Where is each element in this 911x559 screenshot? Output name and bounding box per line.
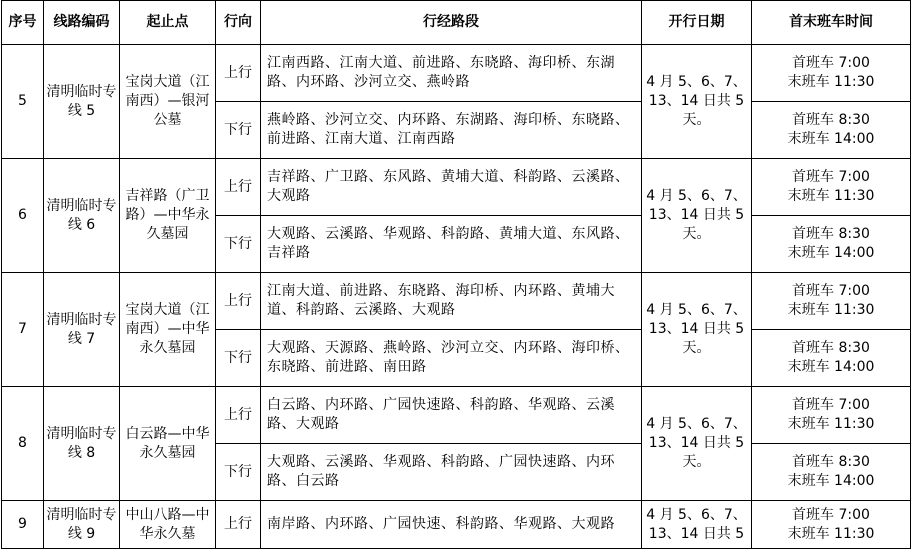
times-cell	[752, 159, 911, 216]
times-cell	[752, 45, 911, 102]
times-cell	[752, 387, 911, 444]
bus-schedule-table	[1, 0, 911, 549]
times-cell	[752, 444, 911, 501]
last-bus: 末班车 11:30	[787, 74, 875, 90]
route-cell: 大观路、云溪路、华观路、科韵路、黄埔大道、东风路、吉祥路	[261, 216, 642, 273]
header-route: 行经路段	[261, 1, 642, 45]
table-row	[2, 159, 911, 216]
dates-cell: 4 月 5、6、7、13、14 日共 5	[642, 501, 752, 549]
header-direction: 行向	[216, 1, 261, 45]
route-cell: 江南大道、前进路、东晓路、海印桥、内环路、黄埔大道、科韵路、云溪路、大观路	[261, 273, 642, 330]
first-bus: 首班车 7:00	[792, 283, 870, 299]
dates-cell: 4 月 5、6、7、13、14 日共 5 天。	[642, 387, 752, 501]
header-code: 线路编码	[44, 1, 120, 45]
last-bus: 末班车 11:30	[787, 188, 875, 204]
last-bus: 末班车 11:30	[787, 302, 875, 318]
times-cell	[752, 216, 911, 273]
seq-cell: 6	[2, 159, 44, 273]
header-seq: 序号	[2, 1, 44, 45]
endpoints-cell: 宝岗大道（江南西）—中华永久墓园	[120, 273, 216, 387]
last-bus: 末班车 14:00	[787, 473, 875, 489]
first-bus: 首班车 7:00	[792, 397, 870, 413]
endpoints-cell: 宝岗大道（江南西）—银河公墓	[120, 45, 216, 159]
last-bus: 末班车 14:00	[787, 245, 875, 261]
last-bus: 末班车 14:00	[787, 131, 875, 147]
code-cell: 清明临时专线 8	[44, 387, 120, 501]
header-row	[2, 1, 911, 45]
direction-cell: 下行	[216, 330, 261, 387]
times-cell	[752, 273, 911, 330]
code-cell: 清明临时专线 6	[44, 159, 120, 273]
table-row	[2, 45, 911, 102]
seq-cell: 5	[2, 45, 44, 159]
direction-cell: 上行	[216, 159, 261, 216]
endpoints-cell: 白云路—中华永久墓园	[120, 387, 216, 501]
first-bus: 首班车 8:30	[792, 340, 870, 356]
route-cell: 白云路、内环路、广园快速路、科韵路、华观路、云溪路、大观路	[261, 387, 642, 444]
table-row	[2, 501, 911, 549]
code-cell: 清明临时专线 9	[44, 501, 120, 549]
route-cell: 江南西路、江南大道、前进路、东晓路、海印桥、东湖路、内环路、沙河立交、燕岭路	[261, 45, 642, 102]
endpoints-cell: 吉祥路（广卫路）—中华永久墓园	[120, 159, 216, 273]
endpoints-cell: 中山八路—中华永久墓	[120, 501, 216, 549]
route-cell: 大观路、天源路、燕岭路、沙河立交、内环路、海印桥、东晓路、前进路、南田路	[261, 330, 642, 387]
seq-cell: 8	[2, 387, 44, 501]
header-endpoints: 起止点	[120, 1, 216, 45]
route-cell: 大观路、云溪路、华观路、科韵路、广园快速路、内环路、白云路	[261, 444, 642, 501]
first-bus: 首班车 8:30	[792, 112, 870, 128]
last-bus: 末班车 14:00	[787, 359, 875, 375]
first-bus: 首班车 7:00	[792, 169, 870, 185]
seq-cell: 7	[2, 273, 44, 387]
header-dates: 开行日期	[642, 1, 752, 45]
first-bus: 首班车 7:00	[792, 506, 870, 523]
seq-cell: 9	[2, 501, 44, 549]
times-cell	[752, 330, 911, 387]
dates-cell: 4 月 5、6、7、13、14 日共 5 天。	[642, 45, 752, 159]
direction-cell: 下行	[216, 102, 261, 159]
direction-cell: 上行	[216, 273, 261, 330]
first-bus: 首班车 8:30	[792, 454, 870, 470]
times-cell	[752, 501, 911, 549]
code-cell: 清明临时专线 5	[44, 45, 120, 159]
dates-cell: 4 月 5、6、7、13、14 日共 5 天。	[642, 159, 752, 273]
route-cell: 南岸路、内环路、广园快速、科韵路、华观路、大观路	[261, 501, 642, 549]
table-row	[2, 273, 911, 330]
direction-cell: 下行	[216, 216, 261, 273]
table-row	[2, 387, 911, 444]
first-bus: 首班车 8:30	[792, 226, 870, 242]
first-bus: 首班车 7:00	[792, 55, 870, 71]
times-cell	[752, 102, 911, 159]
dates-cell: 4 月 5、6、7、13、14 日共 5 天。	[642, 273, 752, 387]
direction-cell: 上行	[216, 387, 261, 444]
route-cell: 燕岭路、沙河立交、内环路、东湖路、海印桥、东晓路、前进路、江南大道、江南西路	[261, 102, 642, 159]
direction-cell: 上行	[216, 45, 261, 102]
direction-cell: 下行	[216, 444, 261, 501]
code-cell: 清明临时专线 7	[44, 273, 120, 387]
last-bus: 末班车 11:30	[787, 525, 875, 542]
direction-cell: 上行	[216, 501, 261, 549]
last-bus: 末班车 11:30	[787, 416, 875, 432]
route-cell: 吉祥路、广卫路、东风路、黄埔大道、科韵路、云溪路、大观路	[261, 159, 642, 216]
header-times: 首末班车时间	[752, 1, 911, 45]
